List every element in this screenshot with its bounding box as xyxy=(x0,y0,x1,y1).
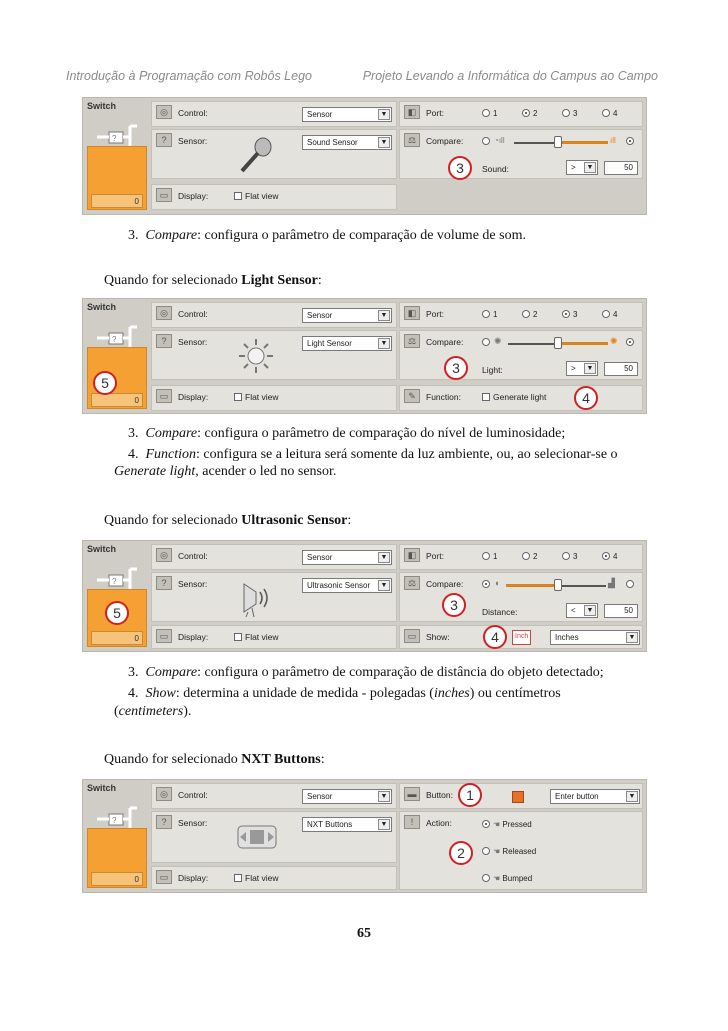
compare-operator-dropdown[interactable] xyxy=(566,361,598,376)
block-counter: 0 xyxy=(91,194,143,208)
pressed-label: Pressed xyxy=(502,820,532,829)
sensor-value: Light Sensor xyxy=(307,339,352,348)
control-label: Control: xyxy=(178,790,208,800)
port-radio-2[interactable] xyxy=(522,310,537,319)
port-2-label: 2 xyxy=(533,109,538,118)
compare-row xyxy=(399,572,643,622)
show-icon: ▭ xyxy=(404,629,420,643)
compare-greater-radio[interactable] xyxy=(626,338,637,347)
switch-panel-nxt-buttons xyxy=(82,779,647,893)
port-radio-2[interactable] xyxy=(522,109,537,118)
term: Generate light xyxy=(114,464,196,479)
item-text: : configura o parâmetro de comparação do nível de luminosidade; xyxy=(197,426,566,441)
term: Compare xyxy=(145,228,198,243)
sound-sensor-icon xyxy=(236,135,276,175)
bright-sun-icon: ✺ xyxy=(610,336,618,346)
item-light-function-cont xyxy=(114,462,336,481)
button-icon: ▬ xyxy=(404,787,420,801)
flat-view-option[interactable] xyxy=(234,632,279,642)
generate-light-label: Generate light xyxy=(493,392,547,402)
compare-slider-fill xyxy=(562,342,608,345)
paren-close: ). xyxy=(183,704,192,719)
item-text: : determina a unidade de medida - polegadas ( xyxy=(175,686,434,701)
port-2-label: 2 xyxy=(533,310,538,319)
volume-low-icon: ◔ıll xyxy=(494,136,505,145)
callout-5: 5 xyxy=(93,371,117,395)
term: Compare xyxy=(145,665,198,680)
switch-block xyxy=(83,311,149,413)
button-label: Button: xyxy=(426,790,453,800)
button-value: Enter button xyxy=(555,792,599,801)
released-radio[interactable] xyxy=(482,847,536,856)
compare-slider-knob[interactable] xyxy=(554,579,562,591)
svg-text:?: ? xyxy=(112,335,117,344)
intro-bold: Ultrasonic Sensor xyxy=(241,513,348,528)
sensor-label: Sensor: xyxy=(178,818,208,828)
compare-less-radio[interactable] xyxy=(482,338,493,347)
port-radio-1[interactable] xyxy=(482,552,497,561)
compare-slider-fill xyxy=(506,584,556,587)
sensor-row xyxy=(151,330,397,380)
port-radio-3[interactable] xyxy=(562,552,577,561)
switch-block xyxy=(83,110,149,214)
action-row xyxy=(399,811,643,890)
paren-open: ( xyxy=(114,704,119,719)
compare-icon: ⚖ xyxy=(404,576,420,590)
flat-view-checkbox[interactable] xyxy=(234,874,242,882)
chevron-down-icon: ▼ xyxy=(584,363,596,374)
chevron-down-icon: ▼ xyxy=(378,109,390,120)
sensor-label: Sensor: xyxy=(178,579,208,589)
control-row xyxy=(151,544,397,570)
control-row xyxy=(151,302,397,328)
item-number: 3. xyxy=(128,228,139,243)
nxt-buttons-intro xyxy=(104,750,325,769)
pressed-radio[interactable] xyxy=(482,820,532,829)
term: Function xyxy=(145,447,197,462)
sensor-dropdown[interactable] xyxy=(302,336,392,351)
sensor-row xyxy=(151,572,397,622)
intro-colon: : xyxy=(317,273,322,288)
compare-slider-knob[interactable] xyxy=(554,136,562,148)
port-4-label: 4 xyxy=(613,310,618,319)
enter-button-icon xyxy=(512,791,524,803)
switch-block xyxy=(83,792,149,892)
display-label: Display: xyxy=(178,632,209,642)
sensor-label: Sensor: xyxy=(178,136,208,146)
compare-operator-dropdown[interactable] xyxy=(566,603,598,618)
svg-text:?: ? xyxy=(112,134,117,143)
control-row xyxy=(151,101,397,127)
display-label: Display: xyxy=(178,873,209,883)
compare-slider-knob[interactable] xyxy=(554,337,562,349)
button-dropdown[interactable] xyxy=(550,789,640,804)
port-icon: ◧ xyxy=(404,548,420,562)
panel-tab: Switch xyxy=(87,544,117,554)
term-centimeters: centimeters xyxy=(118,704,184,719)
chevron-down-icon: ▼ xyxy=(378,552,390,563)
button-row xyxy=(399,783,643,809)
compare-label: Compare: xyxy=(426,579,464,589)
unit-dropdown[interactable] xyxy=(550,630,640,645)
callout-1: 1 xyxy=(458,783,482,807)
port-1-label: 1 xyxy=(493,109,498,118)
port-4-label: 4 xyxy=(613,552,618,561)
item-ultrasonic-show-cont xyxy=(114,702,191,721)
generate-light-option[interactable] xyxy=(482,392,546,402)
sensor-icon: ? xyxy=(156,334,172,348)
control-row xyxy=(151,783,397,809)
display-icon: ▭ xyxy=(156,870,172,884)
port-radio-1[interactable] xyxy=(482,109,497,118)
display-row xyxy=(151,625,397,649)
sensor-dropdown[interactable] xyxy=(302,578,392,593)
light-value-field[interactable]: 50 xyxy=(604,362,638,376)
wrench-icon: ✎ xyxy=(404,389,420,403)
svg-text:?: ? xyxy=(112,577,117,586)
sensor-label: Sensor: xyxy=(178,337,208,347)
intro-text: Quando for selecionado xyxy=(104,752,242,767)
dark-sun-icon: ✺ xyxy=(494,336,502,346)
port-1-label: 1 xyxy=(493,310,498,319)
bumped-label: Bumped xyxy=(502,874,533,883)
chevron-down-icon: ▼ xyxy=(378,310,390,321)
running-header-left: Introdução à Programação com Robôs Lego xyxy=(66,69,312,83)
chevron-down-icon: ▼ xyxy=(378,137,390,148)
control-dropdown[interactable] xyxy=(302,789,392,804)
item-sound-compare xyxy=(128,226,526,245)
item-number: 3. xyxy=(128,426,139,441)
port-label: Port: xyxy=(426,551,444,561)
show-row xyxy=(399,625,643,649)
port-1-label: 1 xyxy=(493,552,498,561)
sensor-row xyxy=(151,129,397,179)
svg-text:?: ? xyxy=(112,816,117,825)
unit-value: Inches xyxy=(555,633,579,642)
flat-view-label: Flat view xyxy=(245,392,279,402)
display-icon: ▭ xyxy=(156,629,172,643)
port-radio-3[interactable] xyxy=(562,310,577,319)
sensor-icon: ? xyxy=(156,133,172,147)
callout-3: 3 xyxy=(444,356,468,380)
control-value: Sensor xyxy=(307,553,333,562)
port-radio-1[interactable] xyxy=(482,310,497,319)
item-number: 3. xyxy=(128,665,139,680)
sound-value-field[interactable]: 50 xyxy=(604,161,638,175)
flat-view-checkbox[interactable] xyxy=(234,393,242,401)
operator-value: > xyxy=(571,163,576,172)
compare-slider-fill xyxy=(562,141,608,144)
intro-text: Quando for selecionado xyxy=(104,513,242,528)
flat-view-option[interactable] xyxy=(234,873,279,883)
compare-icon: ⚖ xyxy=(404,334,420,348)
chevron-down-icon: ▼ xyxy=(378,580,390,591)
intro-colon: : xyxy=(347,513,352,528)
port-radio-4[interactable] xyxy=(602,310,617,319)
compare-label: Compare: xyxy=(426,337,464,347)
chevron-down-icon: ▼ xyxy=(378,791,390,802)
compare-label: Compare: xyxy=(426,136,464,146)
port-2-label: 2 xyxy=(533,552,538,561)
show-label: Show: xyxy=(426,632,450,642)
port-radio-4[interactable] xyxy=(602,552,617,561)
control-label: Control: xyxy=(178,108,208,118)
operator-value: > xyxy=(571,364,576,373)
panel-tab: Switch xyxy=(87,783,117,793)
flat-view-option[interactable] xyxy=(234,392,279,402)
port-label: Port: xyxy=(426,309,444,319)
action-label: Action: xyxy=(426,818,452,828)
control-label: Control: xyxy=(178,551,208,561)
display-label: Display: xyxy=(178,392,209,402)
light-sensor-icon xyxy=(236,336,276,376)
near-object-icon: ◖ xyxy=(494,578,500,588)
chevron-down-icon: ▼ xyxy=(378,338,390,349)
running-header-right: Projeto Levando a Informática do Campus ao Campo xyxy=(362,69,658,83)
control-icon: ◎ xyxy=(156,548,172,562)
compare-operator-dropdown[interactable] xyxy=(566,160,598,175)
item-number: 4. xyxy=(128,447,139,462)
page-number: 65 xyxy=(357,926,371,941)
port-radio-2[interactable] xyxy=(522,552,537,561)
item-number: 4. xyxy=(128,686,139,701)
item-text: , acender o led no sensor. xyxy=(195,464,337,479)
control-dropdown[interactable] xyxy=(302,107,392,122)
ultrasonic-intro xyxy=(104,511,351,530)
pressed-hand-icon: ☚ xyxy=(493,820,503,829)
block-counter: 0 xyxy=(91,393,143,407)
function-label: Function: xyxy=(426,392,461,402)
light-label: Light: xyxy=(482,365,503,375)
port-icon: ◧ xyxy=(404,105,420,119)
display-row xyxy=(151,184,397,210)
intro-bold: Light Sensor xyxy=(241,273,318,288)
control-dropdown[interactable] xyxy=(302,308,392,323)
callout-3: 3 xyxy=(448,156,472,180)
control-icon: ◎ xyxy=(156,787,172,801)
display-icon: ▭ xyxy=(156,188,172,202)
inch-unit-icon: Inch xyxy=(512,630,531,645)
bumped-radio[interactable] xyxy=(482,874,532,883)
volume-high-icon: ıll xyxy=(610,136,616,145)
action-icon: ! xyxy=(404,815,420,829)
item-text: : configura o parâmetro de comparação de volume de som. xyxy=(197,228,526,243)
term: Show xyxy=(145,686,176,701)
panel-tab: Switch xyxy=(87,302,117,312)
released-label: Released xyxy=(502,847,537,856)
intro-colon: : xyxy=(320,752,325,767)
item-text: : configura o parâmetro de comparação de distância do objeto detectado; xyxy=(197,665,604,680)
flat-view-option[interactable] xyxy=(234,191,279,201)
control-label: Control: xyxy=(178,309,208,319)
callout-2: 2 xyxy=(449,841,473,865)
sound-label: Sound: xyxy=(482,164,509,174)
chevron-down-icon: ▼ xyxy=(626,791,638,802)
display-row xyxy=(151,866,397,890)
port-3-label: 3 xyxy=(573,310,578,319)
switch-panel-light xyxy=(82,298,647,414)
intro-text: Quando for selecionado xyxy=(104,273,242,288)
sensor-icon: ? xyxy=(156,576,172,590)
switch-panel-ultrasonic xyxy=(82,540,647,652)
control-icon: ◎ xyxy=(156,306,172,320)
control-value: Sensor xyxy=(307,311,333,320)
sensor-dropdown[interactable] xyxy=(302,817,392,832)
compare-less-radio[interactable] xyxy=(482,137,493,146)
port-row xyxy=(399,544,643,570)
compare-greater-radio[interactable] xyxy=(626,137,637,146)
far-object-icon: ▟ xyxy=(608,578,615,588)
light-intro xyxy=(104,271,322,290)
flat-view-checkbox[interactable] xyxy=(234,192,242,200)
chevron-down-icon: ▼ xyxy=(378,819,390,830)
flat-view-checkbox[interactable] xyxy=(234,633,242,641)
sensor-value: Sound Sensor xyxy=(307,138,358,147)
term: Compare xyxy=(145,426,198,441)
item-ultrasonic-show xyxy=(128,684,561,703)
chevron-down-icon: ▼ xyxy=(626,632,638,643)
distance-label: Distance: xyxy=(482,607,518,617)
control-icon: ◎ xyxy=(156,105,172,119)
sensor-icon: ? xyxy=(156,815,172,829)
compare-row xyxy=(399,129,643,179)
port-radio-4[interactable] xyxy=(602,109,617,118)
item-light-compare xyxy=(128,424,565,443)
compare-less-radio[interactable] xyxy=(482,580,493,589)
control-value: Sensor xyxy=(307,792,333,801)
ultrasonic-sensor-icon xyxy=(236,578,276,618)
bumped-hand-icon: ☚ xyxy=(493,874,503,883)
callout-3: 3 xyxy=(442,593,466,617)
sensor-row xyxy=(151,811,397,863)
compare-slider[interactable] xyxy=(560,585,606,587)
port-4-label: 4 xyxy=(613,109,618,118)
chevron-down-icon: ▼ xyxy=(584,162,596,173)
compare-row xyxy=(399,330,643,380)
flat-view-label: Flat view xyxy=(245,873,279,883)
callout-5: 5 xyxy=(105,601,129,625)
block-counter: 0 xyxy=(91,872,143,886)
control-value: Sensor xyxy=(307,110,333,119)
item-text: ) ou centímetros xyxy=(469,686,561,701)
sensor-dropdown[interactable] xyxy=(302,135,392,150)
port-row xyxy=(399,101,643,127)
generate-light-checkbox[interactable] xyxy=(482,393,490,401)
control-dropdown[interactable] xyxy=(302,550,392,565)
released-hand-icon: ☚ xyxy=(493,847,503,856)
switch-panel-sound xyxy=(82,97,647,215)
port-3-label: 3 xyxy=(573,109,578,118)
block-counter: 0 xyxy=(91,631,143,645)
port-label: Port: xyxy=(426,108,444,118)
display-row xyxy=(151,385,397,411)
chevron-down-icon: ▼ xyxy=(584,605,596,616)
flat-view-label: Flat view xyxy=(245,632,279,642)
port-radio-3[interactable] xyxy=(562,109,577,118)
callout-4: 4 xyxy=(483,625,507,649)
sensor-value: Ultrasonic Sensor xyxy=(307,581,371,590)
port-3-label: 3 xyxy=(573,552,578,561)
display-icon: ▭ xyxy=(156,389,172,403)
term-inches: inches xyxy=(433,686,470,701)
port-row xyxy=(399,302,643,328)
compare-greater-radio[interactable] xyxy=(626,580,637,589)
display-label: Display: xyxy=(178,191,209,201)
panel-tab: Switch xyxy=(87,101,117,111)
item-ultrasonic-compare xyxy=(128,663,604,682)
callout-4: 4 xyxy=(574,386,598,410)
operator-value: < xyxy=(571,606,576,615)
nxt-buttons-icon xyxy=(234,820,280,854)
port-icon: ◧ xyxy=(404,306,420,320)
sensor-value: NXT Buttons xyxy=(307,820,353,829)
compare-icon: ⚖ xyxy=(404,133,420,147)
item-text: : configura se a leitura será somente da luz ambiente, ou, ao selecionar-se o xyxy=(196,447,618,462)
intro-bold: NXT Buttons xyxy=(241,752,321,767)
flat-view-label: Flat view xyxy=(245,191,279,201)
distance-value-field[interactable]: 50 xyxy=(604,604,638,618)
function-row xyxy=(399,385,643,411)
